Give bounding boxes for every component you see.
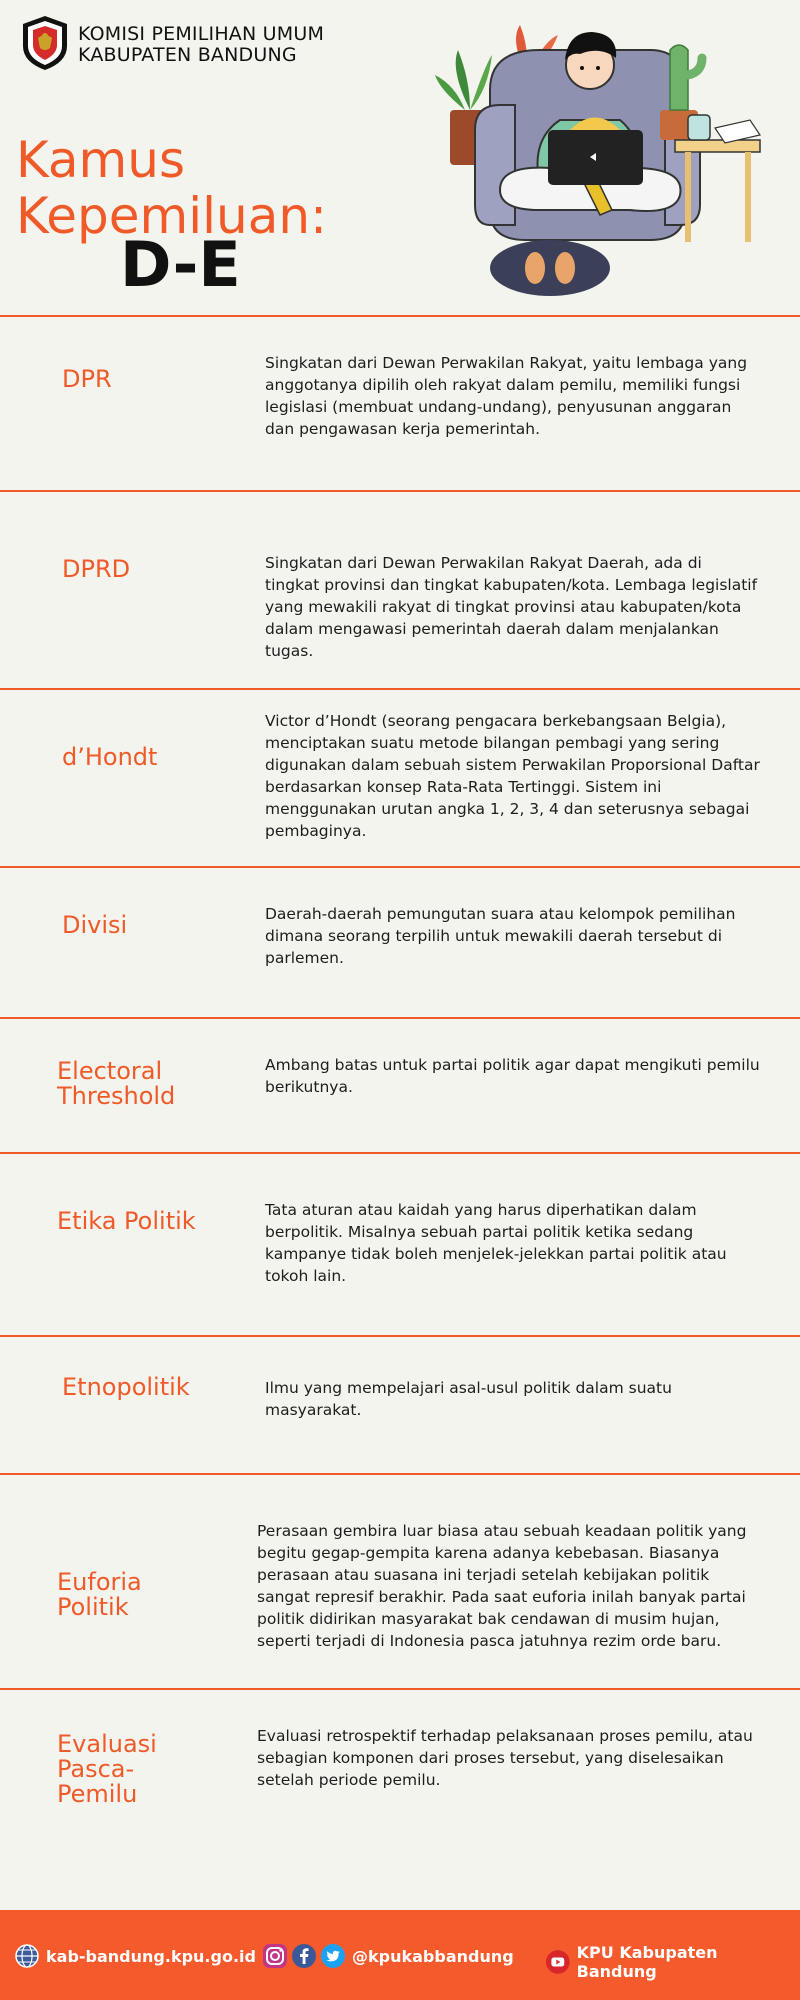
entry-term: Etika Politik (57, 1207, 196, 1235)
entry-term: Electoral Threshold (57, 1057, 176, 1110)
person-on-couch-illustration (430, 10, 770, 310)
entry-term: Evaluasi Pasca- Pemilu (57, 1730, 157, 1808)
globe-icon (14, 1943, 40, 1969)
header (0, 0, 800, 315)
instagram-icon (262, 1943, 288, 1969)
entry-row (0, 1473, 800, 1690)
entry-description: Singkatan dari Dewan Perwakilan Rakyat, yaitu lembaga yang anggotanya dipilih oleh rakyat dalam pemilu, memiliki fungsi legislasi (membuat undang-undang), penyusunan anggaran dan pengawasan kerja pemerintah. (265, 354, 748, 438)
entry-description: Ambang batas untuk partai politik agar dapat mengikuti pemilu berikutnya. (265, 1056, 760, 1096)
entry-row (0, 688, 800, 868)
kpu-logo-icon (20, 14, 70, 72)
entry-row (0, 1335, 800, 1475)
entry-description: Singkatan dari Dewan Perwakilan Rakyat Daerah, ada di tingkat provinsi dan tingkat kabupaten/kota. Lembaga legislatif yang mewakili rakyat di tingkat provinsi atau kabupaten/kota dalam mengawasi pemerintah daerah dalam menjalankan tugas. (265, 554, 758, 660)
entry-row (0, 490, 800, 690)
entry-row (0, 1152, 800, 1337)
footer-website[interactable] (14, 1943, 256, 1969)
entry-row (0, 315, 800, 492)
entry-term: Etnopolitik (62, 1373, 190, 1401)
youtube-channel: KPU Kabupaten Bandung (576, 1943, 718, 1981)
entry-term: DPR (62, 365, 112, 393)
title-line2: Kepemiluan: (16, 187, 327, 245)
youtube-icon (545, 1949, 571, 1975)
entry-term: DPRD (62, 555, 131, 583)
entry-description: Tata aturan atau kaidah yang harus diperhatikan dalam berpolitik. Misalnya sebuah partai politik ketika sedang kampanye tidak boleh menjelek-jelekkan partai politik atau tokoh lain. (265, 1201, 727, 1285)
entry-term: Euforia Politik (57, 1568, 142, 1621)
entry-description: Ilmu yang mempelajari asal-usul politik dalam suatu masyarakat. (265, 1379, 672, 1419)
title-line1: Kamus (16, 131, 185, 189)
entry-row (0, 1017, 800, 1154)
org-line2: KABUPATEN BANDUNG (78, 44, 297, 66)
twitter-icon (320, 1943, 346, 1969)
entry-description: Daerah-daerah pemungutan suara atau kelompok pemilihan dimana seorang terpilih untuk mewakili daerah tersebut di parlemen. (265, 905, 736, 967)
social-handle: @kpukabbandung (352, 1946, 514, 1966)
footer-social[interactable] (262, 1943, 514, 1969)
entry-row (0, 1688, 800, 1912)
entry-description: Evaluasi retrospektif terhadap pelaksanaan proses pemilu, atau sebagian komponen dari proses tersebut, yang diselesaikan setelah periode pemilu. (257, 1727, 753, 1789)
footer (0, 1910, 800, 2000)
entry-term: d’Hondt (62, 743, 158, 771)
org-line1: KOMISI PEMILIHAN UMUM (78, 23, 325, 45)
facebook-icon (291, 1943, 317, 1969)
org-name (78, 24, 324, 66)
title-range: D-E (120, 228, 241, 301)
website-text: kab-bandung.kpu.go.id (46, 1946, 256, 1966)
entry-row (0, 866, 800, 1019)
entry-description: Victor d’Hondt (seorang pengacara berkebangsaan Belgia), menciptakan suatu metode bilangan pembagi yang sering digunakan dalam sebuah sistem Perwakilan Proporsional Daftar berdasarkan konsep Rata-Rata Tertinggi. Sistem ini menggunakan urutan angka 1, 2, 3, 4 dan seterusnya sebagai pembaginya. (265, 712, 760, 840)
footer-youtube[interactable] (545, 1943, 800, 1981)
entry-description: Perasaan gembira luar biasa atau sebuah keadaan politik yang begitu gegap-gempita karena adanya kebebasan. Biasanya perasaan atau suasana ini terjadi setelah kebijakan politik sangat represif berakhir. Pada saat euforia inilah banyak partai politik didirikan masyarakat bak cendawan di musim hujan, seperti terjadi di Indonesia pasca jatuhnya rezim orde baru. (257, 1522, 747, 1650)
entry-term: Divisi (62, 911, 128, 939)
